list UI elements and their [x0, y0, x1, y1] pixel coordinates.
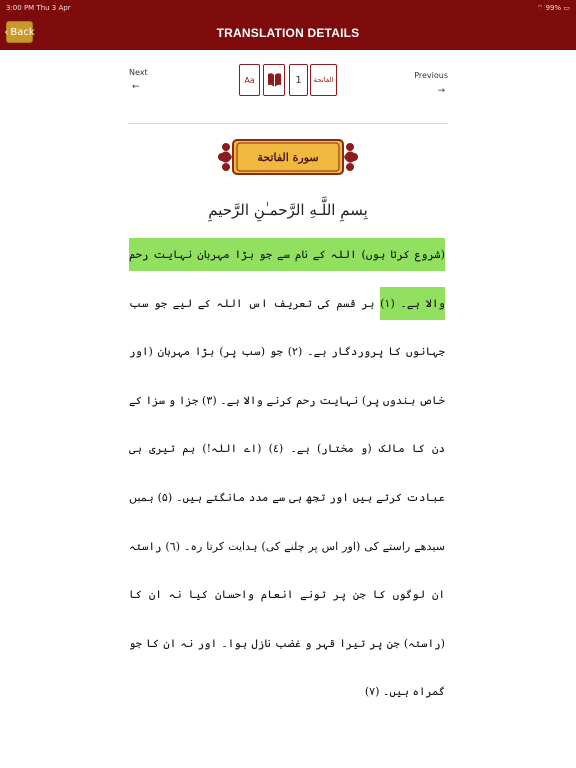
bismillah: بِسمِ اللَّـهِ الرَّحمـٰنِ الرَّحيمِ — [208, 201, 368, 219]
bookmark-button[interactable] — [263, 64, 285, 96]
right-arrow-icon: → — [437, 86, 445, 96]
book-icon — [267, 72, 282, 88]
verse-number-button[interactable]: 1 — [289, 64, 308, 96]
font-size-button[interactable]: Aa — [239, 64, 260, 96]
translation-text — [129, 231, 445, 717]
surah-selector-button[interactable]: الفاتحة — [310, 64, 337, 96]
status-time: 3:00 PM Thu 3 Apr — [6, 4, 71, 12]
back-label: Back — [10, 26, 35, 38]
page-title: TRANSLATION DETAILS — [216, 26, 360, 40]
status-bar — [0, 0, 576, 18]
top-bar — [0, 0, 576, 50]
next-label: Next — [129, 68, 148, 77]
surah-title: سورة الفاتحة — [257, 150, 319, 164]
translation-body: ہر قسم کی تعریف اس اللہ کے لیے جو سب جہانوں کا پروردگار ہے۔ (۲) جو (سب پر) بڑا مہربان (اور خاص بندوں پر) نہایت رحم کرنے والا ہے۔ (۳) جزا و سزا کے دن کا مالک (و مختار) ہے۔ (٤) (اے اللہ!) ہم تیری ہی عبادت کرتے ہیں اور تجھ ہی سے مدد مانگتے ہیں۔ (۵) ہمیں سیدھے راستے کی (اور اس پر چلنے کی) ہدایت کرتا رہ۔ (٦) راستہ ان لوگوں کا جن پر تونے انعام واحسان کیا نہ ان کا (راستہ) جن پر تیرا قہر و غضب نازل ہوا۔ اور نہ ان کا جو گمراہ ہیں۔ (۷) — [129, 296, 446, 699]
surah-title-banner — [218, 136, 358, 178]
previous-label: Previous — [414, 71, 448, 80]
left-arrow-icon: ← — [132, 82, 140, 92]
status-battery: ⌔ 99% ▭ — [536, 4, 570, 12]
divider — [128, 123, 448, 124]
chevron-left-icon: ‹ — [4, 26, 9, 38]
verse-navigation — [129, 64, 449, 100]
highlighted-verse[interactable]: (شروع کرتا ہوں) اللہ کے نام سے جو بڑا مہربان نہایت رحم والا ہے۔ (۱) — [129, 238, 445, 320]
